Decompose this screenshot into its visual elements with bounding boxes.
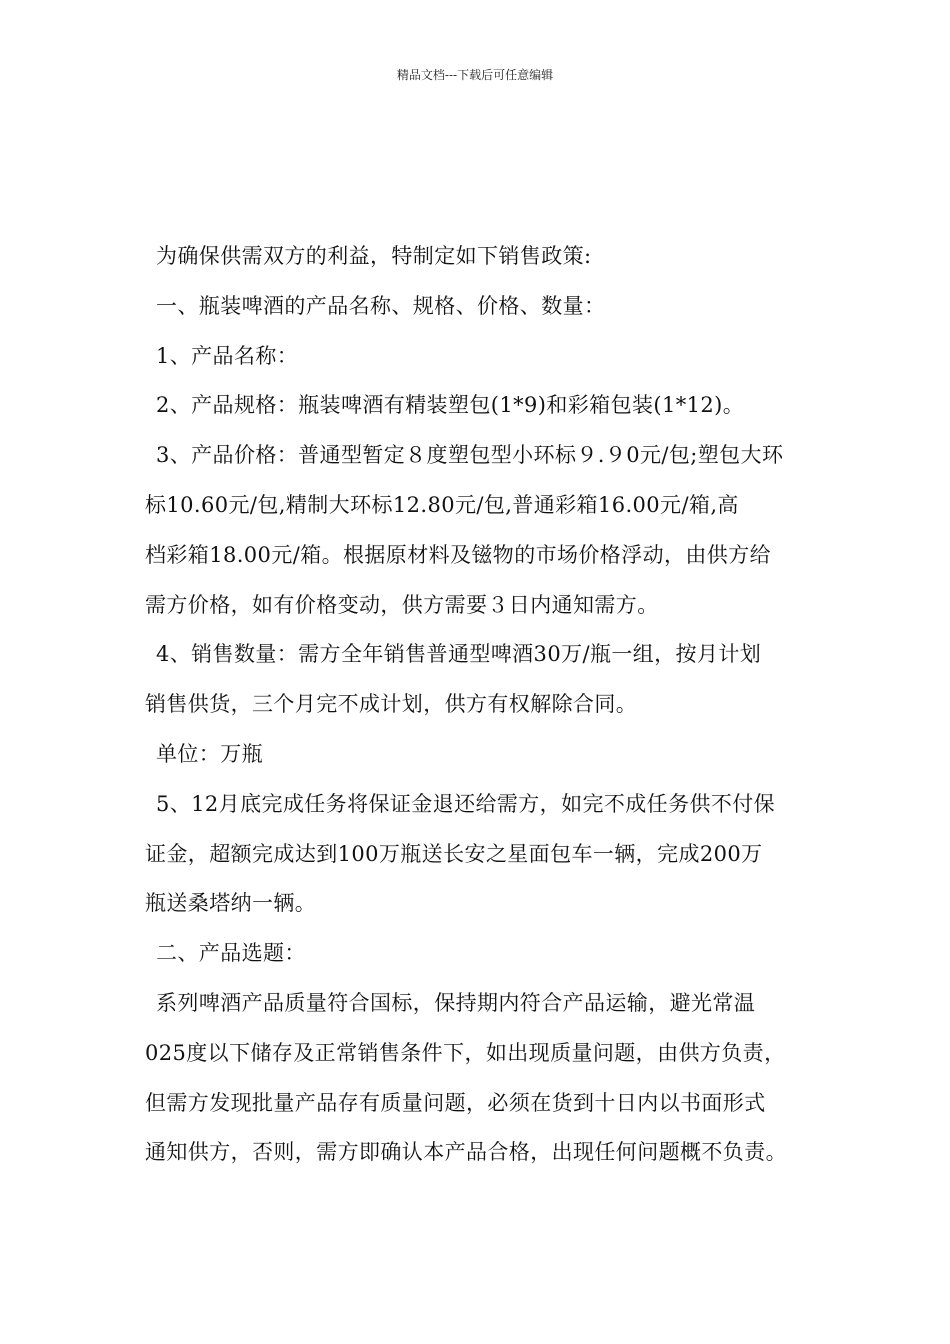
paragraph-first-line: 5、12月底完成任务将保证金退还给需方，如完不成任务供不付保 xyxy=(156,791,776,816)
paragraph-first-line: 2、产品规格：瓶装啤酒有精装塑包(1*9)和彩箱包装(1*12)。 xyxy=(156,393,745,418)
paragraph-line: 需方价格，如有价格变动，供方需要３日内通知需方。 xyxy=(145,592,659,617)
paragraph xyxy=(145,929,825,979)
paragraph-first-line: 一、瓶装啤酒的产品名称、规格、价格、数量： xyxy=(156,293,606,318)
paragraph-first-line: 单位：万瓶 xyxy=(156,741,263,766)
paragraph-line: 档彩箱18.00元/箱。根据原材料及镃物的市场价格浮动，由供方给 xyxy=(145,542,771,567)
paragraph-first-line: 系列啤酒产品质量符合国标，保持期内符合产品运输，避光常温 xyxy=(156,990,756,1015)
paragraph-line: 证金，超额完成达到100万瓶送长安之星面包车一辆，完成200万 xyxy=(145,841,763,866)
paragraph xyxy=(145,232,825,282)
paragraph xyxy=(145,282,825,332)
paragraph-line: 标10.60元/包,精制大环标12.80元/包,普通彩箱16.00元/箱,高 xyxy=(145,492,739,517)
paragraph-line: 销售供货，三个月完不成计划，供方有权解除合同。 xyxy=(145,692,638,717)
paragraph xyxy=(145,630,825,730)
paragraph-first-line: 1、产品名称： xyxy=(156,343,299,368)
paragraph-first-line: 为确保供需双方的利益，特制定如下销售政策: xyxy=(156,244,592,268)
paragraph-first-line: 二、产品选题： xyxy=(156,941,306,966)
paragraph-line: 但需方发现批量产品存有质量问题，必须在货到十日内以书面形式 xyxy=(145,1090,766,1115)
paragraph xyxy=(145,381,825,431)
paragraph-line: 通知供方，否则，需方即确认本产品合格，出现任何问题概不负责。 xyxy=(145,1140,787,1165)
paragraph xyxy=(145,730,825,780)
paragraph xyxy=(145,332,825,382)
paragraph-line: 025度以下储存及正常销售条件下，如出现质量问题，由供方负责， xyxy=(145,1040,786,1065)
paragraph xyxy=(145,979,825,1178)
paragraph-first-line: 3、产品价格：普通型暂定８度塑包型小环标９.９0元/包;塑包大环 xyxy=(156,443,784,468)
paragraph-first-line: 4、销售数量：需方全年销售普通型啤酒30万/瓶一组，按月计划 xyxy=(156,642,762,667)
paragraph-line: 瓶送桑塔纳一辆。 xyxy=(145,891,317,916)
document-body xyxy=(145,232,825,1178)
paragraph xyxy=(145,431,825,630)
page-header: 精品文档---下载后可任意编辑 xyxy=(396,68,554,82)
paragraph xyxy=(145,780,825,929)
